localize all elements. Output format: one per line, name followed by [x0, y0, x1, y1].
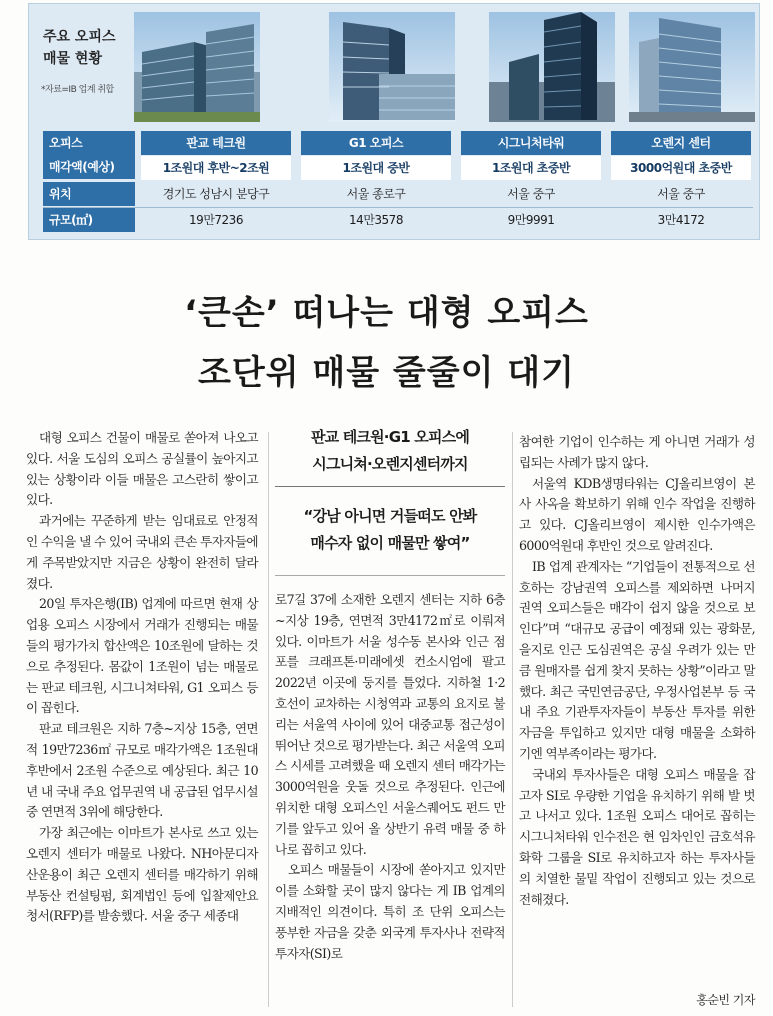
- office-price: 1조원대 후반~2조원: [141, 156, 291, 180]
- paragraph: 국내외 투자사들은 대형 오피스 매물을 잡고자 SI로 우량한 기업을 유치하기 위해 발 벗고 나서고 있다. 1조원 오피스 대어로 꼽히는 시그니처타워 인수전은 현 임차인인 금호석유화학 그룹을 SI로 유치하고자 하는 투자사들의 치열한 물밑 작업이 진행되고 있는 것으로 전해졌다.: [519, 766, 755, 907]
- byline: 홍순빈 기자: [696, 993, 755, 1007]
- photo-signature-tower: [489, 12, 615, 122]
- article-column-2: [275, 424, 505, 964]
- paragraph: 참여한 기업이 인수하는 게 아니면 거래가 성립되는 사례가 많지 않다.: [519, 434, 755, 470]
- paragraph: 오피스 매물들이 시장에 쏟아지고 있지만 이를 소화할 곳이 많지 않다는 게 IB 업계의 지배적인 의견이다. 특히 조 단위 오피스는 풍부한 자금을 갖춘 외국계 투자사나 전략적투자자(SI)로: [275, 862, 505, 961]
- office-size: 9만9991: [507, 213, 555, 227]
- office-location: 경기도 성남시 분당구: [162, 187, 270, 201]
- office-name: G1 오피스: [301, 131, 451, 155]
- office-location: 서울 중구: [657, 187, 705, 201]
- headline-line-2: 조단위 매물 줄줄이 대기: [198, 353, 575, 393]
- row-label-office: 오피스: [43, 131, 135, 155]
- paragraph: 서울역 KDB생명타워는 CJ올리브영이 본사 사옥을 확보하기 위해 인수 작업을 진행하고 있다. CJ올리브영이 제시한 인수가액은 6000억원대 후반인 것으로 알려진다.: [519, 475, 755, 553]
- source-note: *자료=IB 업계 취합: [41, 85, 114, 95]
- office-name: 판교 테크원: [141, 131, 291, 155]
- photo-g1-office: [329, 12, 455, 122]
- row-label-location: 위치: [43, 182, 135, 206]
- office-price: 1조원대 중반: [301, 156, 451, 180]
- office-price: 3000억원대 초중반: [611, 156, 751, 180]
- paragraph: 가장 최근에는 이마트가 본사로 쓰고 있는 오렌지 센터가 매물로 나왔다. NH아문디자산운용이 최근 오렌지 센터를 매각하기 위해 부동산 컨설팅펌, 회계법인 등에 입찰제안요청서(RFP)를 발송했다. 서울 중구 세종대: [26, 825, 258, 924]
- office-price: 1조원대 초중반: [461, 156, 601, 180]
- photo-orange-center: [629, 12, 755, 122]
- paragraph: 판교 테크원은 지하 7층~지상 15층, 연면적 19만7236㎡ 규모로 매각가액은 1조원대 후반에서 2조원 수준으로 예상된다. 최근 10년 내 국내 주요 업무권역 내 공급된 업무시설 중 연면적 3위에 해당한다.: [26, 721, 259, 820]
- paragraph: IB 업계 관계자는 “기업들이 전통적으로 선호하는 강남권역 오피스를 제외하면 나머지 권역 오피스들은 매각이 쉽지 않을 것으로 보인다”며 “대규모 공급이 예정돼 있는 광화문, 을지로 인근 도심권역은 공실 우려가 있는 만큼 원매자를 쉽게 찾지 못하는 상황”이라고 말했다. 최근 국민연금공단, 우정사업본부 등 국내 주요 기관투자자들이 부동산 투자를 위한 자금을 투입하고 있지만 대형 매물을 소화하기엔 역부족이라는 평가다.: [519, 558, 755, 761]
- row-label-size: 규모(㎡): [43, 208, 135, 232]
- subheading-2: “강남 아니면 거들떠도 안봐 매수자 없이 매물만 쌓여”: [275, 503, 505, 576]
- article-column-1: [26, 428, 258, 927]
- office-location: 서울 종로구: [346, 187, 406, 201]
- paragraph: 대형 오피스 건물이 매물로 쏟아져 나오고 있다. 서울 도심의 오피스 공실률이 높아지고 있는 상황이라 이들 매물은 고스란히 쌓이고 있다.: [26, 430, 258, 508]
- office-size: 3만4172: [657, 213, 705, 227]
- article-column-3: [519, 432, 755, 910]
- paragraph: 로7길 37에 소재한 오렌지 센터는 지하 6층~지상 19층, 연면적 3만4172㎡로 이뤄져 있다. 이마트가 서울 성수동 본사와 인근 점포를 크래프톤·미래에셋 컨소시엄에 팔고 2022년 이곳에 둥지를 틀었다. 지하철 1·2호선이 교차하는 시청역과 교통의 요지로 불리는 서울역 사이에 있어 대중교통 접근성이 뛰어난 것으로 평가받는다. 최근 서울역 오피스 시세를 고려했을 때 오렌지 센터 매각가는 3000억원을 웃돌 것으로 추정된다. 인근에 위치한 대형 오피스인 서울스퀘어도 펀드 만기를 앞두고 있어 올 상반기 유력 매물 중 하나로 꼽히고 있다.: [275, 592, 505, 857]
- column-separator: [512, 432, 513, 1007]
- office-name: 오렌지 센터: [611, 131, 751, 155]
- office-listing-infographic: [28, 3, 760, 240]
- headline-line-1: ‘큰손’ 떠나는 대형 오피스: [184, 293, 589, 333]
- paragraph: 과거에는 꾸준하게 받는 임대료로 안정적인 수익을 낼 수 있어 국내외 큰손 투자자들에게 주목받았지만 지금은 상황이 완전히 달라졌다.: [26, 513, 259, 591]
- office-location: 서울 중구: [507, 187, 555, 201]
- row-label-price: 매각액(예상): [43, 155, 135, 179]
- office-size: 14만3578: [349, 213, 403, 227]
- photo-pangyo-techone: [134, 12, 260, 122]
- infographic-title: 주요 오피스 매물 현황: [43, 29, 116, 67]
- paragraph: 20일 투자은행(IB) 업계에 따르면 현재 상업용 오피스 시장에서 거래가 진행되는 매물들의 평가가치 합산액은 10조원에 달하는 것으로 추정된다. 몸값이 1조원이 넘는 매물로는 판교 테크원, 시그니쳐타워, G1 오피스 등이 꼽힌다.: [26, 596, 258, 716]
- office-name: 시그니처타워: [461, 131, 601, 155]
- column-separator: [268, 432, 269, 1007]
- subheading-1: 판교 테크원·G1 오피스에 시그니쳐·오렌지센터까지: [275, 424, 505, 487]
- office-size: 19만7236: [189, 213, 243, 227]
